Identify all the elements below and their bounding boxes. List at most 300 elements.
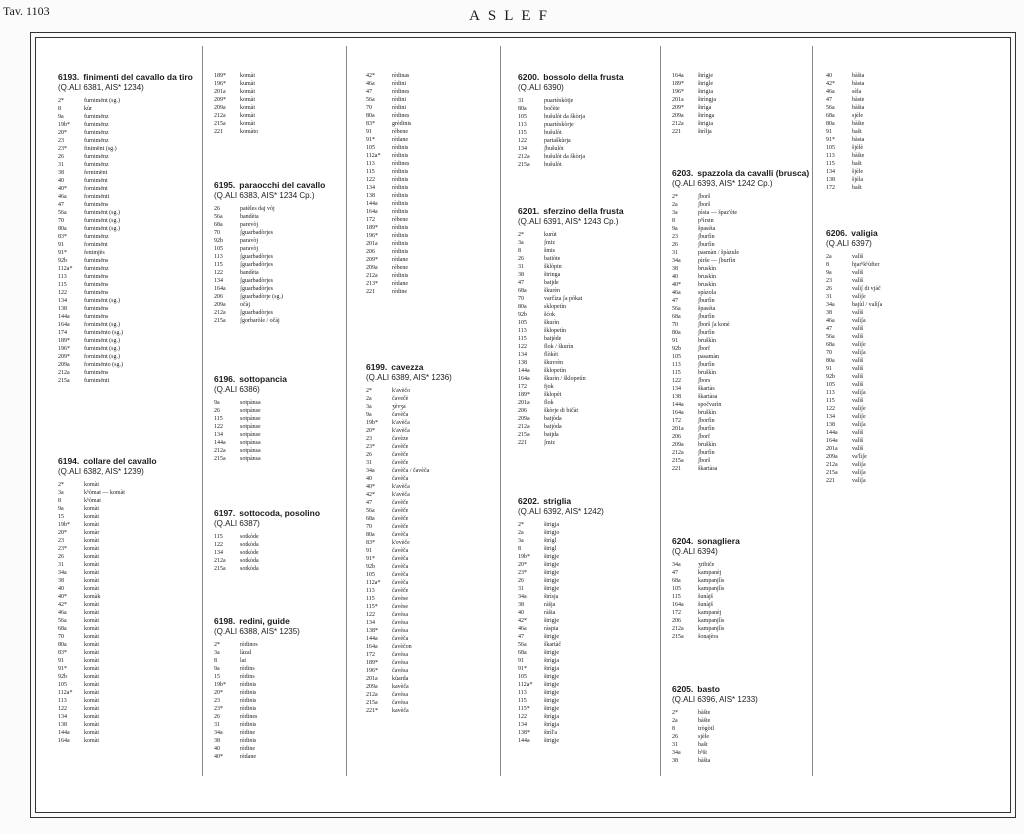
entry-row	[672, 417, 812, 425]
entry-row	[366, 411, 496, 419]
locality-code: 115	[826, 161, 835, 167]
locality-code: 3a	[518, 240, 524, 246]
locality-code: 23	[214, 698, 220, 704]
locality-code: 196*	[366, 668, 378, 674]
dialect-form: škartàs	[698, 386, 715, 392]
column-separator	[202, 46, 203, 776]
locality-code: 34a	[366, 468, 375, 474]
entry-row	[826, 477, 976, 485]
locality-code: 31	[214, 722, 220, 728]
locality-code: 9a	[214, 666, 220, 672]
entry-row	[366, 72, 496, 80]
dialect-form: furnimënt (sg.)	[84, 338, 120, 344]
locality-code: 80a	[366, 532, 375, 538]
dialect-form: kampanjlìs	[698, 586, 725, 592]
entry-row	[518, 113, 658, 121]
dialect-form: štrigje	[544, 706, 559, 712]
dialect-form: šćok	[544, 312, 555, 318]
dialect-form: lat	[240, 658, 246, 664]
locality-code: 209*	[366, 257, 378, 263]
entry-row	[672, 709, 812, 717]
entry-row	[214, 549, 344, 557]
dialect-form: komàt	[84, 506, 99, 512]
dialect-form: valìš	[852, 374, 864, 380]
dialect-form: furnimënz	[84, 138, 109, 144]
locality-code: 206	[214, 294, 223, 300]
section-heading: spazzola da cavalli (brusca)	[697, 168, 810, 178]
entry-row	[672, 193, 812, 201]
locality-code: 2a	[672, 202, 678, 208]
locality-code: 80a	[518, 304, 527, 310]
locality-code: 212a	[826, 462, 838, 468]
section-6201	[518, 206, 658, 447]
entry-row	[672, 201, 812, 209]
entry-row	[826, 112, 976, 120]
entry-row	[366, 611, 496, 619]
locality-code: 47	[366, 500, 372, 506]
section-heading: collare del cavallo	[83, 456, 157, 466]
locality-code: 212a	[672, 121, 684, 127]
locality-code: 26	[672, 242, 678, 248]
dialect-form: šjèla	[852, 177, 863, 183]
entry-row	[518, 657, 658, 665]
entry-row	[672, 104, 812, 112]
dialect-form: očàj	[240, 302, 250, 308]
entry-row	[366, 208, 496, 216]
locality-code: 2*	[672, 710, 678, 716]
entry-row	[366, 563, 496, 571]
entry-row	[672, 88, 812, 96]
dialect-form: furnimënt	[84, 178, 108, 184]
locality-code: 83*	[58, 234, 67, 240]
dialect-form: valìš	[852, 438, 864, 444]
dialect-form: komàt	[84, 514, 99, 520]
locality-code: 112a*	[58, 690, 73, 696]
section-source: (Q.ALI 6386)	[214, 385, 260, 394]
dialect-form: sotkòda	[240, 566, 259, 572]
dialect-form: bušulòt da škòrja	[544, 114, 585, 120]
entry-row	[518, 161, 658, 169]
entry-row	[672, 257, 812, 265]
locality-code: 115	[366, 169, 375, 175]
entry-row	[366, 595, 496, 603]
entry-list	[672, 709, 812, 765]
locality-code: 215a	[518, 432, 530, 438]
dialect-form: fornimënt (sg.)	[84, 322, 120, 328]
locality-code: 113	[366, 588, 375, 594]
dialect-form: čavèče	[392, 444, 409, 450]
dialect-form: rèdane	[392, 137, 408, 143]
locality-code: 164a	[366, 644, 378, 650]
locality-code: 115	[214, 534, 223, 540]
entry-row	[672, 601, 812, 609]
dialect-form: ʃborf	[698, 434, 710, 440]
dialect-form: rèdinas	[392, 73, 410, 79]
entry-row	[672, 749, 812, 757]
locality-code: 40*	[58, 186, 67, 192]
locality-code: 8	[214, 658, 217, 664]
dialect-form: čavèsa	[392, 612, 408, 618]
dialect-form: ʃguarbadòrjes	[240, 262, 273, 268]
dialect-form: čavèča	[392, 412, 409, 418]
dialect-form: k'avèča	[392, 428, 410, 434]
dialect-form: làzal	[240, 650, 252, 656]
entry-row	[518, 367, 658, 375]
dialect-form: škòrje di bičàt	[544, 408, 578, 414]
locality-code: 20*	[58, 130, 67, 136]
dialect-form: bàšte	[852, 153, 865, 159]
locality-code: 215a	[826, 470, 838, 476]
entry-row	[826, 325, 976, 333]
dialect-form: ʃguarbadòrjes	[240, 254, 273, 260]
locality-code: 8	[826, 262, 829, 268]
dialect-form: šmis	[544, 248, 556, 254]
entry-row	[214, 253, 344, 261]
dialect-form: bruskìn	[698, 282, 716, 288]
entry-row	[366, 120, 496, 128]
section-6200	[518, 72, 658, 169]
entry-row	[672, 209, 812, 217]
locality-code: 221	[672, 129, 681, 135]
locality-code: 40*	[58, 594, 67, 600]
entry-row	[58, 145, 198, 153]
dialect-form: bʰšt	[698, 750, 707, 756]
entry-row	[58, 281, 198, 289]
section-source: (Q.ALI 6387)	[214, 519, 260, 528]
entry-row	[58, 121, 198, 129]
locality-code: 47	[58, 202, 64, 208]
entry-row	[214, 221, 344, 229]
locality-code: 2*	[518, 522, 524, 528]
section-source: (Q.ALI 6381, AIS* 1234)	[58, 83, 144, 92]
entry-row	[672, 72, 812, 80]
locality-code: 134	[826, 414, 835, 420]
locality-code: 174	[58, 330, 67, 336]
locality-code: 80a	[58, 642, 67, 648]
locality-code: 138	[58, 306, 67, 312]
dialect-form: fornimënto (sg.)	[84, 362, 123, 368]
dialect-form: spočvarìn	[698, 402, 722, 408]
locality-code: 209a	[58, 362, 70, 368]
dialect-form: čavèča / čavèča	[392, 468, 430, 474]
dialect-form: kavèča	[392, 708, 409, 714]
dialect-form: sotpànsa	[240, 448, 261, 454]
dialect-form: štrìgja	[544, 722, 559, 728]
locality-code: 47	[672, 570, 678, 576]
locality-code: 134	[366, 185, 375, 191]
dialect-form: fenimjës	[84, 250, 105, 256]
locality-code: 56a	[58, 210, 67, 216]
entry-row	[672, 313, 812, 321]
locality-code: 212a	[518, 154, 530, 160]
locality-code: 206	[672, 434, 681, 440]
dialect-form: čavèča	[392, 476, 409, 482]
entry-row	[518, 617, 658, 625]
locality-code: 138*	[518, 730, 530, 736]
entry-row	[58, 633, 198, 641]
dialect-form: kampanèj	[698, 610, 722, 616]
locality-code: 144a	[214, 440, 226, 446]
entry-row	[366, 288, 496, 296]
entry-row	[58, 481, 198, 489]
dialect-form: čavèsa	[392, 692, 408, 698]
locality-code: 68a	[826, 342, 835, 348]
locality-code: 38	[672, 266, 678, 272]
entry-row	[672, 401, 812, 409]
dialect-form: ʃborf	[698, 346, 710, 352]
section-heading: striglia	[543, 496, 572, 506]
locality-code: 46a	[672, 290, 681, 296]
locality-code: 70	[826, 350, 832, 356]
entry-row	[58, 129, 198, 137]
entry-row	[672, 96, 812, 104]
dialect-form: škartàč	[544, 642, 561, 648]
dialect-form: rèdinis	[392, 193, 409, 199]
dialect-form: štrigia	[698, 121, 713, 127]
dialect-form: rèdinis	[392, 177, 409, 183]
entry-row	[518, 423, 658, 431]
entry-row	[672, 361, 812, 369]
entry-row	[214, 104, 344, 112]
dialect-form: kʰòmat	[84, 498, 101, 504]
entry-row	[672, 377, 812, 385]
locality-code: 112a*	[366, 153, 381, 159]
dialect-form: štrigje	[544, 578, 559, 584]
locality-code: 9a	[672, 226, 678, 232]
locality-code: 8	[58, 498, 61, 504]
dialect-form: bušulòt	[544, 162, 562, 168]
entry-row	[518, 255, 658, 263]
dialect-form: štrigia	[698, 89, 713, 95]
section-6205	[672, 684, 812, 765]
locality-code: 105	[518, 114, 527, 120]
locality-code: 91*	[58, 250, 67, 256]
entry-row	[366, 675, 496, 683]
dialect-form: rèdinis	[240, 682, 257, 688]
dialect-form: ʃguarbadòrjes	[240, 230, 273, 236]
locality-code: 134	[518, 722, 527, 728]
locality-code: 115	[518, 698, 527, 704]
dialect-form: k'evèče	[392, 540, 410, 546]
locality-code: 206	[366, 249, 375, 255]
locality-code: 23	[826, 278, 832, 284]
entry-row	[58, 713, 198, 721]
locality-code: 26	[672, 734, 678, 740]
dialect-form: rèdane	[392, 257, 408, 263]
entry-row	[826, 277, 976, 285]
section-number: 6199.	[366, 362, 388, 372]
entry-row	[826, 333, 976, 341]
dialect-form: rèdine	[392, 289, 407, 295]
dialect-form: komàt	[84, 562, 99, 568]
entry-row	[214, 681, 344, 689]
entry-row	[518, 561, 658, 569]
locality-code: 2a	[826, 254, 832, 260]
locality-code: 221	[672, 466, 681, 472]
dialect-form: valìʃe	[852, 406, 866, 412]
entry-row	[672, 741, 812, 749]
section-title	[518, 496, 658, 506]
entry-row	[366, 579, 496, 587]
dialect-form: štrìnga	[698, 113, 715, 119]
entry-row	[518, 625, 658, 633]
section-heading: basto	[697, 684, 720, 694]
locality-code: 189*	[366, 660, 378, 666]
dialect-form: štrigja	[544, 522, 559, 528]
entry-list	[214, 399, 344, 463]
dialect-form: batjòda	[544, 416, 562, 422]
entry-row	[672, 281, 812, 289]
entry-row	[518, 239, 658, 247]
entry-row	[214, 641, 344, 649]
dialect-form: komàt	[84, 522, 99, 528]
entry-row	[58, 497, 198, 505]
entry-row	[366, 459, 496, 467]
entry-row	[672, 217, 812, 225]
locality-code: 91	[826, 366, 832, 372]
entry-row	[366, 451, 496, 459]
dialect-form: paravòj	[240, 238, 258, 244]
dialect-form: valìš	[852, 358, 864, 364]
dialect-form: rèdine	[240, 746, 255, 752]
dialect-form: rèdinis	[392, 201, 409, 207]
entry-row	[518, 641, 658, 649]
dialect-form: čavèsa	[392, 668, 408, 674]
locality-code: 91*	[518, 666, 527, 672]
entry-row	[366, 643, 496, 651]
locality-code: 201a	[672, 97, 684, 103]
dialect-form: sotpànse	[240, 432, 261, 438]
locality-code: 144a	[518, 368, 530, 374]
entry-row	[826, 405, 976, 413]
locality-code: 201a	[366, 676, 378, 682]
entry-row	[672, 441, 812, 449]
dialect-form: komàt	[240, 105, 255, 111]
entry-row	[366, 240, 496, 248]
entry-row	[58, 241, 198, 249]
locality-code: 215a	[214, 121, 226, 127]
dialect-form: komàt	[84, 546, 99, 552]
entry-row	[58, 193, 198, 201]
dialect-form: furnimëns	[84, 370, 109, 376]
dialect-form: rèbene	[392, 217, 408, 223]
entry-row	[518, 407, 658, 415]
entry-row	[366, 387, 496, 395]
entry-row	[58, 97, 198, 105]
section-6204	[672, 536, 812, 641]
entry-row	[826, 437, 976, 445]
entry-row	[58, 273, 198, 281]
dialect-form: ʃbušulòt	[544, 146, 564, 152]
dialect-form: furnimëns	[84, 306, 109, 312]
locality-code: 9a	[826, 270, 832, 276]
dialect-form: rèdini	[392, 105, 406, 111]
dialect-form: kùarda	[392, 676, 409, 682]
entry-row	[518, 263, 658, 271]
locality-code: 34a	[518, 594, 527, 600]
dialect-form: čavèče	[392, 516, 409, 522]
dialect-form: čavèsa	[392, 620, 408, 626]
entry-row	[366, 627, 496, 635]
entry-row	[826, 421, 976, 429]
entry-row	[58, 217, 198, 225]
dialect-form: sjèle	[852, 113, 863, 119]
locality-code: 209a	[214, 105, 226, 111]
entry-row	[518, 689, 658, 697]
entry-row	[214, 277, 344, 285]
dialect-form: kumàt	[240, 81, 255, 87]
entry-row	[672, 609, 812, 617]
locality-code: 134	[366, 620, 375, 626]
locality-code: 34a	[826, 302, 835, 308]
dialect-form: bàsta	[852, 137, 865, 143]
dialect-form: kurùt	[544, 232, 557, 238]
locality-code: 172	[366, 217, 375, 223]
entry-row	[518, 545, 658, 553]
locality-code: 221	[366, 289, 375, 295]
locality-code: 105	[826, 145, 835, 151]
locality-code: 26	[518, 578, 524, 584]
entry-row	[58, 665, 198, 673]
locality-code: 122	[518, 138, 527, 144]
locality-code: 215a	[672, 634, 684, 640]
locality-code: 20*	[518, 562, 527, 568]
entry-row	[58, 329, 198, 337]
dialect-form: furnimënt (sg.)	[84, 298, 120, 304]
section-6198-continued	[366, 68, 496, 296]
locality-code: 209*	[214, 97, 226, 103]
dialect-form: šonajèra	[698, 634, 718, 640]
entry-row	[214, 261, 344, 269]
entry-row	[214, 120, 344, 128]
locality-code: 40	[366, 476, 372, 482]
locality-code: 172	[672, 610, 681, 616]
dialect-form: trògòtl	[698, 726, 714, 732]
entry-row	[672, 617, 812, 625]
dialect-form: bàšta	[852, 105, 865, 111]
entry-row	[58, 593, 198, 601]
entry-row	[672, 353, 812, 361]
section-number: 6201.	[518, 206, 540, 216]
entry-row	[518, 375, 658, 383]
locality-code: 40*	[214, 754, 223, 760]
entry-row	[366, 136, 496, 144]
entry-row	[366, 619, 496, 627]
locality-code: 83*	[366, 121, 375, 127]
locality-code: 115	[672, 370, 681, 376]
dialect-form: štrigje	[544, 618, 559, 624]
entry-row	[58, 721, 198, 729]
entry-row	[366, 443, 496, 451]
dialect-form: furnimëns	[84, 314, 109, 320]
dialect-form: šjèle	[852, 169, 863, 175]
locality-code: 47	[518, 634, 524, 640]
locality-code: 68a	[366, 516, 375, 522]
locality-code: 3a	[214, 650, 220, 656]
locality-code: 212a	[214, 558, 226, 564]
entry-row	[518, 705, 658, 713]
entry-row	[672, 757, 812, 765]
entry-row	[672, 345, 812, 353]
entry-row	[366, 395, 496, 403]
locality-code: 212a	[214, 113, 226, 119]
dialect-form: štrìga	[698, 105, 712, 111]
entry-row	[366, 635, 496, 643]
locality-code: 83*	[58, 650, 67, 656]
dialect-form: rèdinis	[240, 706, 257, 712]
dialect-form: čavèče	[392, 588, 409, 594]
locality-code: 68a	[826, 113, 835, 119]
